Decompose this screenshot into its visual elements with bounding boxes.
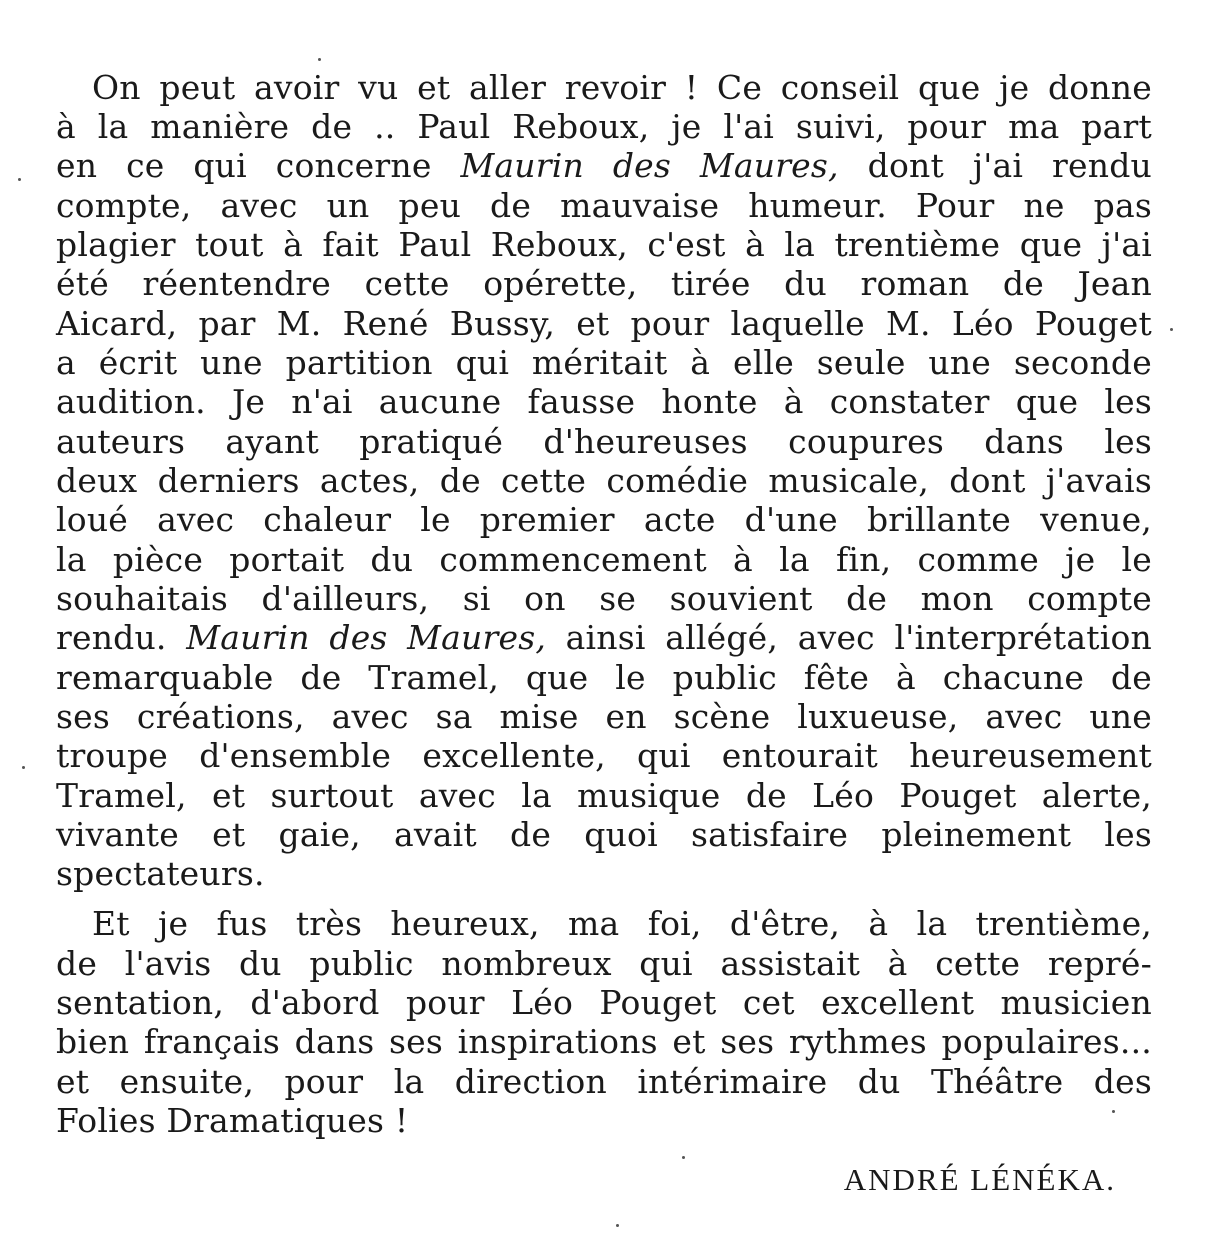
text-line: souhaitais d'ailleurs, si on se souvient de mon compte: [56, 579, 1152, 618]
text-line: Folies Dramatiques !: [56, 1101, 409, 1140]
text-line: bien français dans ses inspirations et ses rythmes populaires...: [56, 1022, 1152, 1061]
text-line: spectateurs.: [56, 854, 265, 893]
text-line: vivante et gaie, avait de quoi satisfaire pleinement les: [56, 815, 1152, 854]
text-line: Et je fus très heureux, ma foi, d'être, à la trentième,: [92, 904, 1152, 943]
text-line: été réentendre cette opérette, tirée du roman de Jean: [56, 264, 1152, 303]
text-line: a écrit une partition qui méritait à elle seule une seconde: [56, 343, 1152, 382]
text-line: ses créations, avec sa mise en scène luxueuse, avec une: [56, 697, 1152, 736]
text-line: remarquable de Tramel, que le public fête à chacune de: [56, 658, 1152, 697]
text-line: à la manière de .. Paul Reboux, je l'ai suivi, pour ma part: [56, 107, 1152, 146]
text-line: loué avec chaleur le premier acte d'une brillante venue,: [56, 500, 1152, 539]
scan-speck: [1170, 328, 1173, 331]
italic-title: Maurin des Maures,: [186, 618, 547, 657]
text-line: rendu. Maurin des Maures, ainsi allégé, avec l'interprétation: [56, 618, 1152, 657]
scan-speck: [1112, 1110, 1115, 1113]
text-line: en ce qui concerne Maurin des Maures, dont j'ai rendu: [56, 146, 1152, 185]
scan-speck: [22, 766, 25, 769]
scan-speck: [616, 1224, 619, 1227]
text-line: On peut avoir vu et aller revoir ! Ce conseil que je donne: [92, 68, 1152, 107]
author-signature: ANDRÉ LÉNÉKA.: [843, 1162, 1116, 1197]
text-line: Tramel, et surtout avec la musique de Léo Pouget alerte,: [56, 776, 1152, 815]
scan-speck: [318, 58, 321, 61]
text-line: audition. Je n'ai aucune fausse honte à constater que les: [56, 382, 1152, 421]
scan-speck: [682, 1156, 685, 1159]
text-line: auteurs ayant pratiqué d'heureuses coupures dans les: [56, 422, 1152, 461]
italic-title: Maurin des Maures,: [460, 146, 839, 185]
text-line: de l'avis du public nombreux qui assistait à cette repré-: [56, 944, 1152, 983]
text-line: plagier tout à fait Paul Reboux, c'est à la trentième que j'ai: [56, 225, 1152, 264]
text-line: la pièce portait du commencement à la fin, comme je le: [56, 540, 1152, 579]
text-line: Aicard, par M. René Bussy, et pour laquelle M. Léo Pouget: [56, 304, 1152, 343]
text-line: et ensuite, pour la direction intérimaire du Théâtre des: [56, 1062, 1152, 1101]
scan-speck: [18, 178, 21, 181]
text-line: deux derniers actes, de cette comédie musicale, dont j'avais: [56, 461, 1152, 500]
text-line: troupe d'ensemble excellente, qui entourait heureusement: [56, 736, 1152, 775]
text-line: compte, avec un peu de mauvaise humeur. Pour ne pas: [56, 186, 1152, 225]
text-line: sentation, d'abord pour Léo Pouget cet excellent musicien: [56, 983, 1152, 1022]
